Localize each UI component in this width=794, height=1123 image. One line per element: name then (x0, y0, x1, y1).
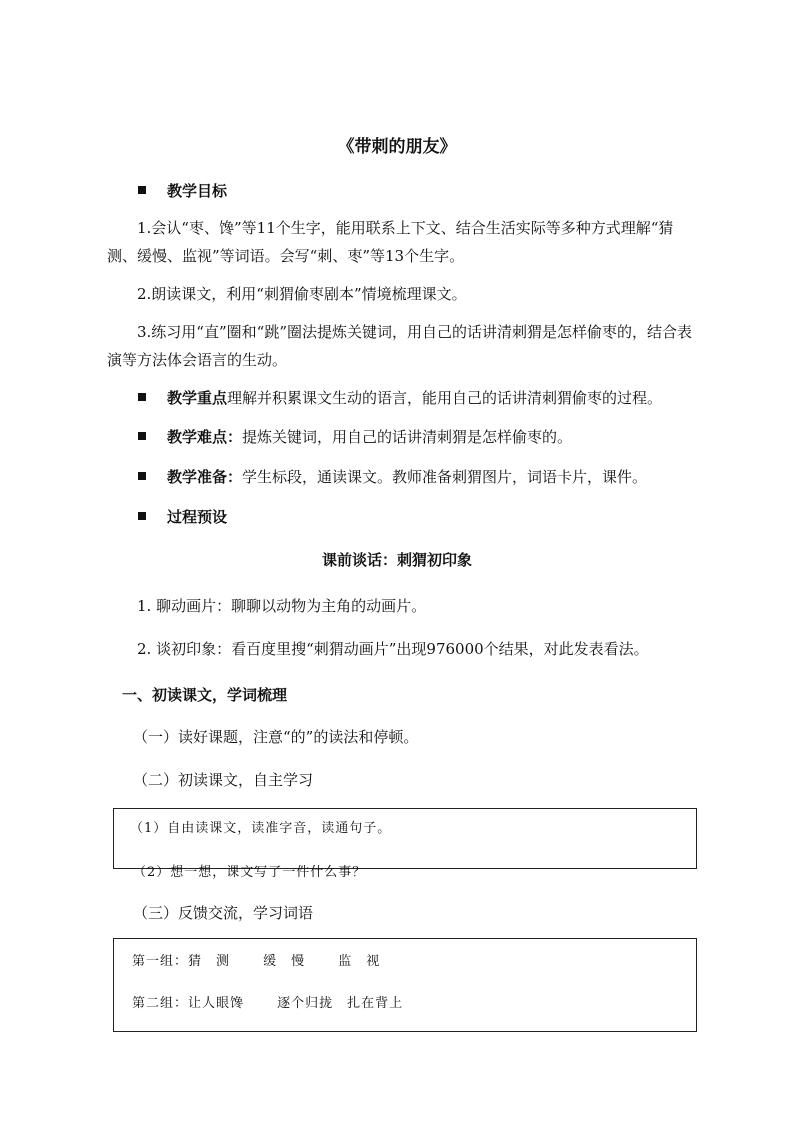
square-bullet-icon (138, 512, 146, 520)
vocabulary-group: 第一组：猜 测 缓 慢 监 视 (132, 954, 381, 969)
pre-class-item: 2. 谈初印象：看百度里搜“刺猬动画片”出现976000个结果，对此发表看法。 (137, 640, 649, 658)
vocabulary-group: 第二组：让人眼馋 逐个归拢 扎在背上 (132, 996, 404, 1011)
goals-heading (138, 180, 708, 202)
difficulty-row (138, 426, 708, 448)
square-bullet-icon (138, 186, 146, 194)
square-bullet-icon (138, 432, 146, 440)
difficulty-text: 提炼关键词，用自己的话讲清刺猬是怎样偷枣的。 (242, 428, 573, 446)
focus-text: 理解并积累课文生动的语言，能用自己的话讲清刺猬偷枣的过程。 (227, 389, 663, 407)
study-task-box (113, 808, 697, 880)
pre-class-item: 1. 聊动画片：聊聊以动物为主角的动画片。 (137, 597, 427, 615)
square-bullet-icon (138, 393, 146, 401)
study-task-item: （2）想一想，课文写了一件什么事？ (133, 865, 367, 880)
difficulty-label: 教学难点： (167, 428, 243, 446)
part1-heading: 一、初读课文，学词梳理 (122, 686, 288, 704)
part1-step: （三）反馈交流，学习词语 (133, 904, 314, 922)
document-title: 《带刺的朋友》 (337, 137, 457, 157)
focus-row (138, 387, 708, 409)
process-heading (138, 506, 708, 528)
study-task-item: （1）自由读课文，读准字音，读通句子。 (130, 821, 392, 836)
focus-label: 教学重点 (167, 389, 228, 407)
process-label: 过程预设 (167, 508, 228, 526)
part1-step: （一）读好课题，注意“的”的读法和停顿。 (133, 728, 419, 746)
goal-item: 2.朗读课文，利用“刺猬偷枣剧本”情境梳理课文。 (137, 285, 467, 303)
pre-class-heading: 课前谈话：刺猬初印象 (321, 551, 472, 569)
part1-step: （二）初读课文，自主学习 (133, 771, 314, 789)
prep-label: 教学准备： (167, 468, 243, 486)
vocabulary-box (113, 938, 697, 1032)
prep-text: 学生标段，通读课文。教师准备刺猬图片，词语卡片，课件。 (242, 468, 648, 486)
goal-item: 3.练习用“直”圈和“跳”圈法提炼关键词，用自己的话讲清刺猬是怎样偷枣的，结合表演等方法体会语言的生动。 (107, 323, 692, 369)
square-bullet-icon (138, 472, 146, 480)
goal-item: 1.会认“枣、馋”等11个生字，能用联系上下文、结合生活实际等多种方式理解“猜测、缓慢、监视”等词语。会写“刺、枣”等13个生字。 (107, 219, 674, 265)
goals-label: 教学目标 (167, 182, 228, 200)
prep-row (138, 466, 708, 488)
